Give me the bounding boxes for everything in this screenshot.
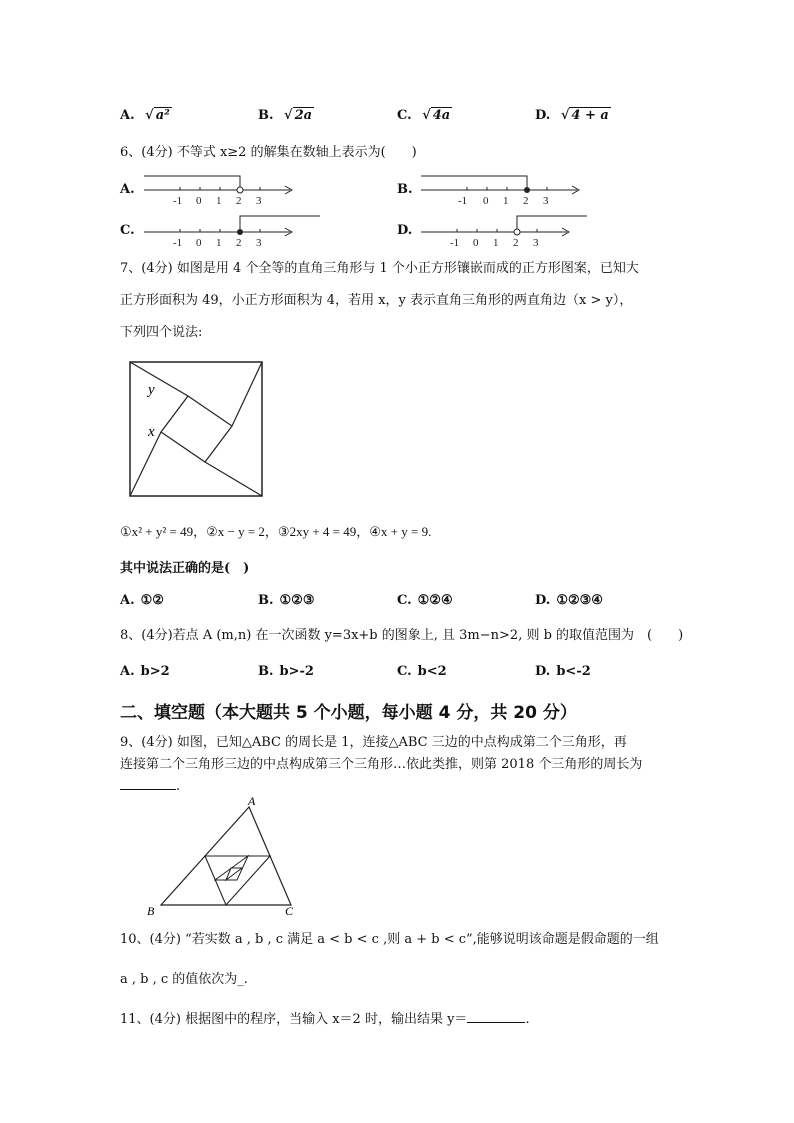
q7-line3: 下列四个说法: bbox=[120, 325, 203, 340]
tick-label: 1 bbox=[493, 237, 499, 249]
vertex-c-label: C bbox=[285, 904, 294, 918]
number-line-a bbox=[140, 170, 300, 208]
q7-statements: ①x² + y² = 49，②x − y = 2，③2xy + 4 = 49，④x + y = 9. bbox=[120, 524, 432, 539]
tick-label: 2 bbox=[523, 195, 529, 207]
q8-option-b: B. b>-2 bbox=[258, 664, 314, 679]
q9-line2: 连接第二个三角形三边的中点构成第三个三角形…依此类推，则第 2018 个三角形的周长为 bbox=[120, 757, 643, 772]
tick-label: -1 bbox=[173, 237, 183, 249]
q11-text: 11、(4分) 根据图中的程序，当输入 x＝2 时，输出结果 y＝ . bbox=[120, 1012, 530, 1027]
tick-label: 3 bbox=[256, 237, 262, 249]
tick-label: 0 bbox=[196, 237, 202, 249]
tick-label: 1 bbox=[216, 195, 222, 207]
q6-label-a: A. bbox=[120, 182, 135, 197]
tick-label: 1 bbox=[216, 237, 222, 249]
q8-text: 8、(4分)若点 A (m,n) 在一次函数 y=3x+b 的图象上, 且 3m−n>2, 则 b 的取值范围为 ( ) bbox=[120, 628, 684, 643]
q7-option-a: A. ①② bbox=[120, 593, 164, 608]
section-heading: 二、填空题（本大题共 5 个小题，每小题 4 分，共 20 分） bbox=[120, 703, 577, 723]
tick-label: 1 bbox=[503, 195, 509, 207]
q7-ask: 其中说法正确的是( ) bbox=[120, 561, 250, 576]
tick-label: 2 bbox=[236, 195, 242, 207]
tick-label: -1 bbox=[458, 195, 468, 207]
q7-option-d: D. ①②③④ bbox=[535, 593, 603, 608]
tick-label: 2 bbox=[236, 237, 242, 249]
q10-line2: a , b , c 的值依次为_. bbox=[120, 972, 248, 987]
q10-line1: 10、(4分) “若实数 a , b , c 满足 a < b < c ,则 a + b < c”,能够说明该命题是假命题的一组 bbox=[120, 932, 659, 947]
number-line-c bbox=[140, 212, 330, 250]
q6-text: 6、(4分) 不等式 x≥2 的解集在数轴上表示为( ) bbox=[120, 145, 417, 160]
q5-option-d: D. √ 4 + a bbox=[535, 108, 609, 123]
tick-label: 0 bbox=[483, 195, 489, 207]
q8-option-a: A. b>2 bbox=[120, 664, 170, 679]
tick-label: 3 bbox=[543, 195, 549, 207]
tick-label: 3 bbox=[256, 195, 262, 207]
q7-option-c: C. ①②④ bbox=[397, 593, 453, 608]
label-x: x bbox=[148, 424, 155, 440]
q5-option-c: C. √ 4a bbox=[397, 108, 451, 123]
q6-label-d: D. bbox=[397, 223, 413, 238]
tick-label: 0 bbox=[196, 195, 202, 207]
tick-label: -1 bbox=[450, 237, 460, 249]
q5-option-a: A. √ a² bbox=[120, 108, 170, 123]
vertex-a-label: A bbox=[248, 795, 256, 808]
tick-label: -1 bbox=[173, 195, 183, 207]
tick-label: 2 bbox=[513, 237, 519, 249]
label-y: y bbox=[148, 382, 155, 398]
tick-label: 3 bbox=[533, 237, 539, 249]
q8-option-c: C. b<2 bbox=[397, 664, 447, 679]
q5-option-b: B. √ 2a bbox=[258, 108, 313, 123]
q8-option-d: D. b<-2 bbox=[535, 664, 591, 679]
q7-square-figure bbox=[126, 358, 268, 500]
q6-label-b: B. bbox=[397, 182, 413, 197]
q7-option-b: B. ①②③ bbox=[258, 593, 315, 608]
tick-label: 0 bbox=[473, 237, 479, 249]
q7-line1: 7、(4分) 如图是用 4 个全等的直角三角形与 1 个小正方形镶嵌而成的正方形图案，已知大 bbox=[120, 261, 639, 276]
q9-triangle-figure bbox=[145, 795, 305, 920]
q9-line1: 9、(4分) 如图，已知△ABC 的周长是 1，连接△ABC 三边的中点构成第二个三角形，再 bbox=[120, 735, 627, 750]
number-line-d bbox=[417, 212, 592, 250]
q6-label-c: C. bbox=[120, 223, 135, 238]
vertex-b-label: B bbox=[147, 904, 155, 918]
q7-line2: 正方形面积为 49，小正方形面积为 4，若用 x，y 表示直角三角形的两直角边（x > y）， bbox=[120, 293, 633, 308]
number-line-b bbox=[417, 170, 587, 208]
q9-answer-blank: . bbox=[120, 778, 180, 796]
